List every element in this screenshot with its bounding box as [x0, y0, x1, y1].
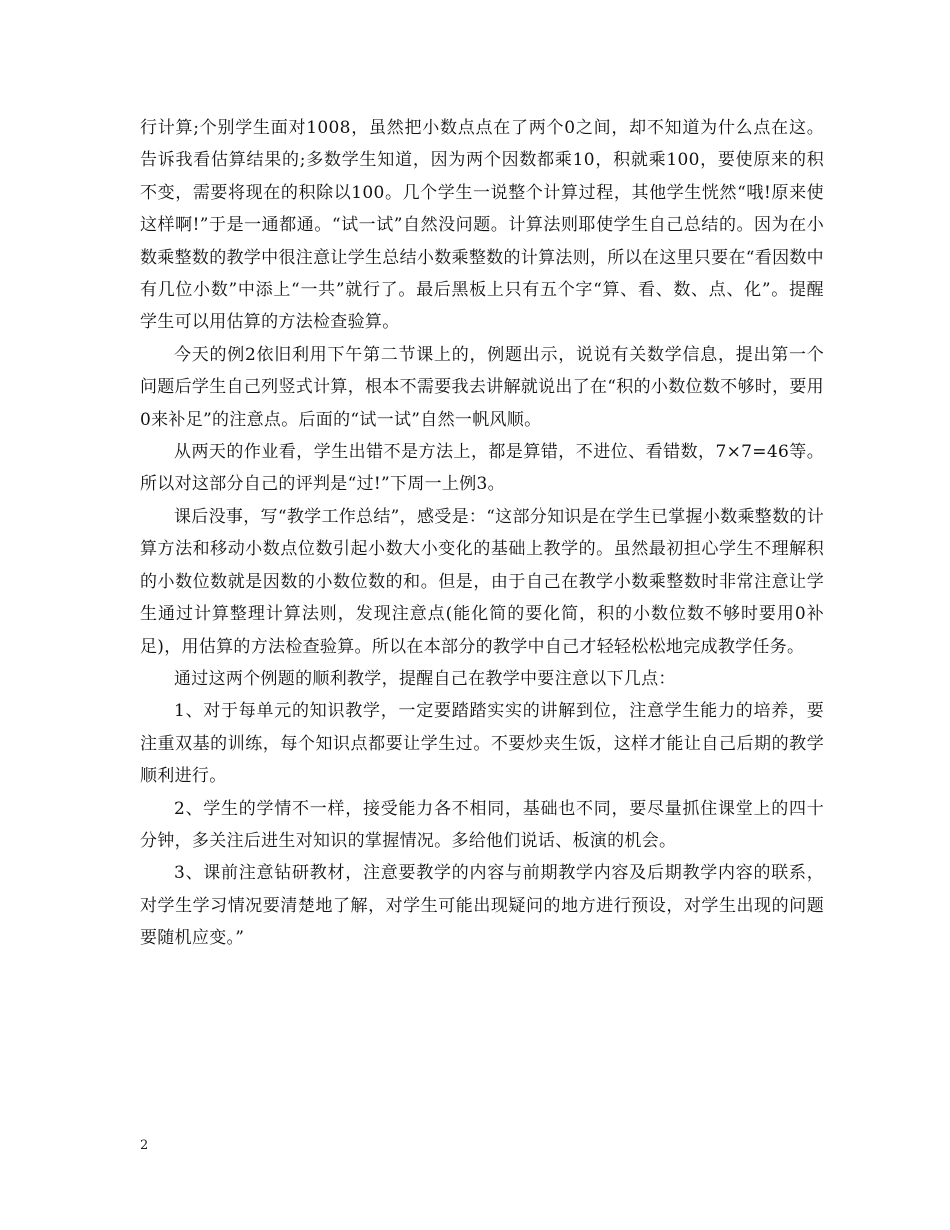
paragraph-4: 课后没事，写“教学工作总结”，感受是：“这部分知识是在学生已掌握小数乘整数的计算方法和移动小数点位数引起小数大小变化的基础上教学的。虽然最初担心学生不理解积的小数位数就是因数的小数位数的和。但是，由于自己在教学小数乘整数时非常注意让学生通过计算整理计算法则，发现注意点(能化简的要化简，积的小数位数不够时要用0补足)，用估算的方法检查验算。所以在本部分的教学中自己才轻轻松松地完成教学任务。 — [140, 506, 824, 657]
paragraph-2: 今天的例2依旧利用下午第二节课上的，例题出示，说说有关数学信息，提出第一个问题后学生自己列竖式计算，根本不需要我去讲解就说出了在“积的小数位数不够时，要用0来补足”的注意点。后面的“试一试”自然一帆风顺。 — [140, 344, 824, 430]
paragraph-7: 2、学生的学情不一样，接受能力各不相同，基础也不同，要尽量抓住课堂上的四十分钟，多关注后进生对知识的掌握情况。多给他们说话、板演的机会。 — [140, 798, 824, 851]
paragraph-5: 通过这两个例题的顺利教学，提醒自己在教学中要注意以下几点： — [174, 668, 676, 689]
paragraph-3: 从两天的作业看，学生出错不是方法上，都是算错，不进位、看错数，7×7=46等。所以对这部分自己的评判是“过!”下周一上例3。 — [140, 442, 824, 495]
page-body — [140, 112, 824, 955]
paragraph-6: 1、对于每单元的知识教学，一定要踏踏实实的讲解到位，注意学生能力的培养，要注重双基的训练，每个知识点都要让学生过。不要炒夹生饭，这样才能让自己后期的教学顺利进行。 — [140, 701, 824, 787]
paragraph-1: 行计算;个别学生面对1008，虽然把小数点点在了两个0之间，却不知道为什么点在这。告诉我看估算结果的;多数学生知道，因为两个因数都乘10，积就乘100，要使原来的积不变，需要将现在的积除以100。几个学生一说整个计算过程，其他学生恍然“哦!原来使这样啊!”于是一通都通。“试一试”自然没问题。计算法则耶使学生自己总结的。因为在小数乘整数的教学中很注意让学生总结小数乘整数的计算法则，所以在这里只要在“看因数中有几位小数”中添上“一共”就行了。最后黑板上只有五个字“算、看、数、点、化”。提醒学生可以用估算的方法检查验算。 — [140, 118, 824, 333]
paragraph-8: 3、课前注意钻研教材，注意要教学的内容与前期教学内容及后期教学内容的联系，对学生学习情况要清楚地了解，对学生可能出现疑问的地方进行预设，对学生出现的问题要随机应变。” — [140, 863, 824, 949]
page-number: 2 — [140, 1138, 149, 1153]
